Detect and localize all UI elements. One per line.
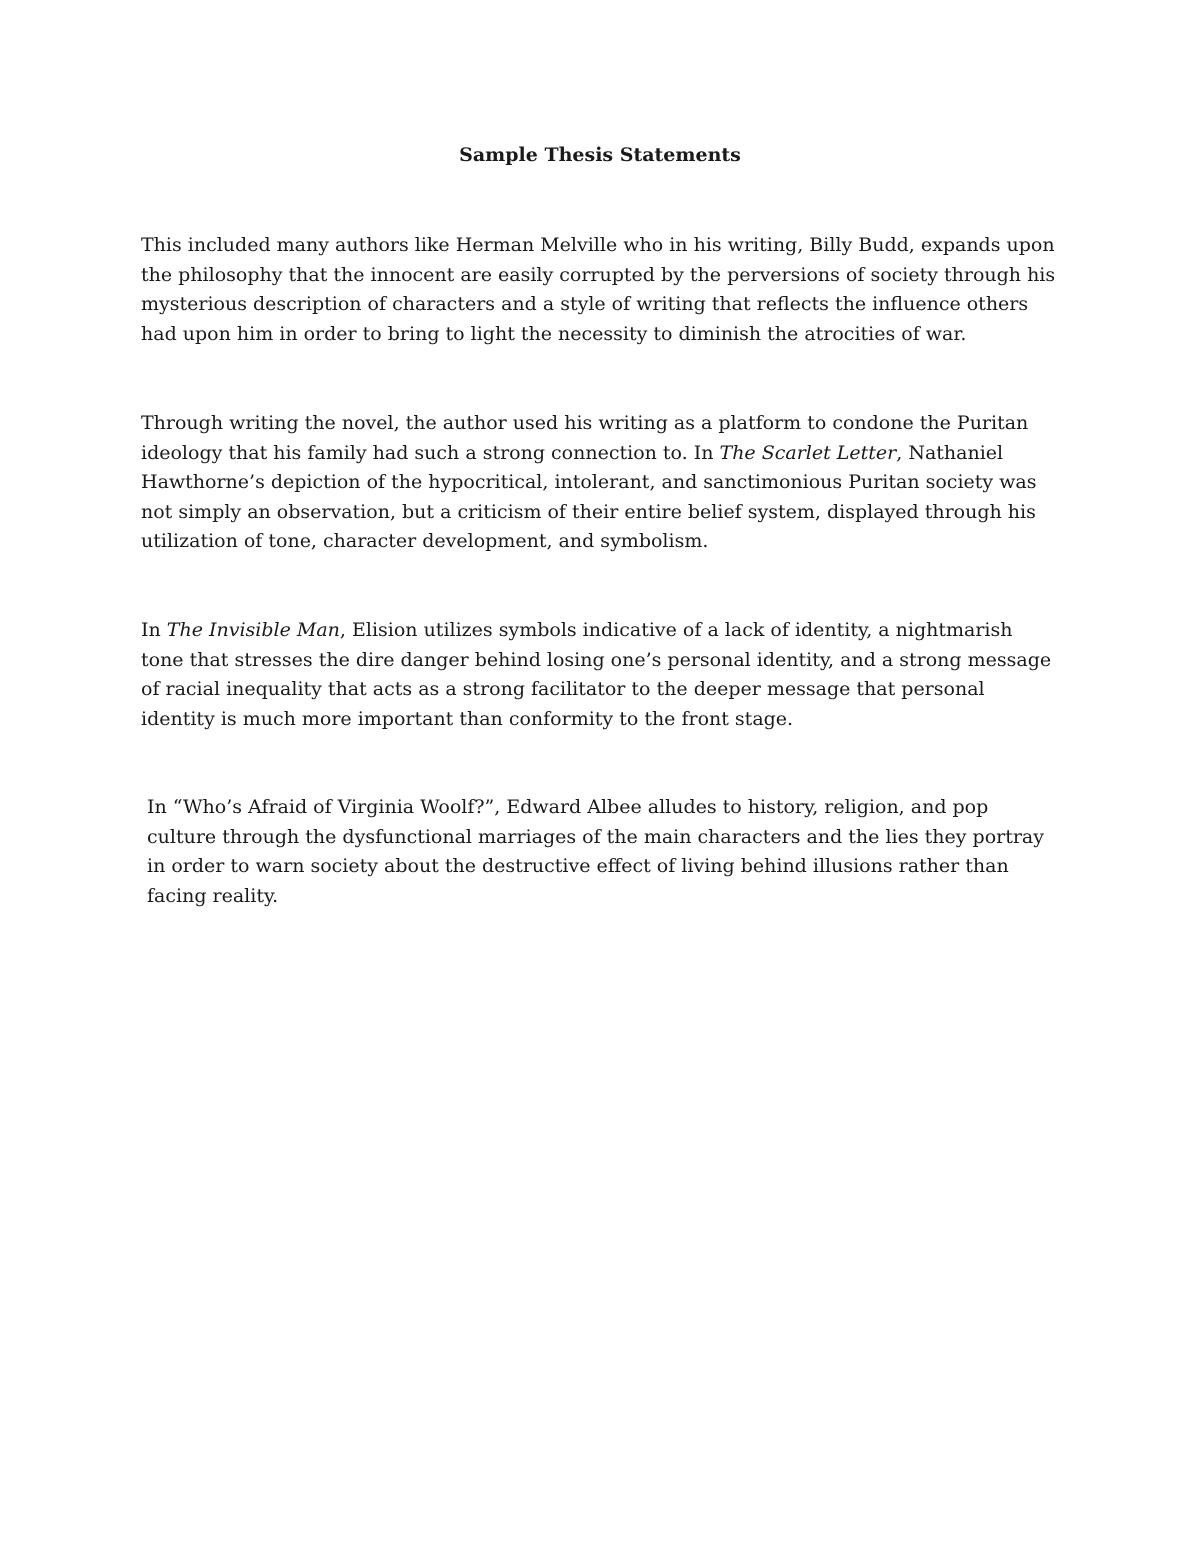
- paragraph-2-text-end: , Nathaniel Hawthorne’s depiction of the hypocritical, intolerant, and sanctimonious Puritan society was not simply an observation, but a criticism of their entire belief system, displayed through his utilization of tone, character development, and symbolism.: [141, 441, 1037, 552]
- thesis-paragraph-2: [141, 409, 1061, 557]
- book-title-scarlet-letter: The Scarlet Letter: [719, 441, 897, 464]
- book-title-invisible-man: The Invisible Man: [166, 619, 340, 641]
- document-title: Sample Thesis Statements: [459, 144, 741, 166]
- thesis-paragraph-1: This included many authors like Herman Melville who in his writing, Billy Budd, expands upon the philosophy that the innocent are easily corrupted by the perversions of society through his mysterious description of characters and a style of writing that reflects the influence others had upon him in order to bring to light the necessity to diminish the atrocities of war.: [141, 234, 1056, 345]
- paragraph-2-text-start: Through writing the novel, the author used his writing as a platform to condone the Puritan ideology that his family had such a strong connection to. In: [141, 412, 1029, 464]
- thesis-paragraph-3: [141, 616, 1061, 734]
- paragraph-3-text-end: , Elision utilizes symbols indicative of a lack of identity, a nightmarish tone that stresses the dire danger behind losing one’s personal identity, and a strong message of racial inequality that acts as a strong facilitator to the deeper message that personal identity is much more important than conformity to the front stage.: [141, 619, 1052, 730]
- thesis-paragraph-4: In “Who’s Afraid of Virginia Woolf?”, Edward Albee alludes to history, religion, and pop culture through the dysfunctional marriages of the main characters and the lies they portray in order to warn society about the destructive effect of living behind illusions rather than facing reality.: [147, 796, 1044, 907]
- paragraph-3-text-start: In: [141, 619, 167, 641]
